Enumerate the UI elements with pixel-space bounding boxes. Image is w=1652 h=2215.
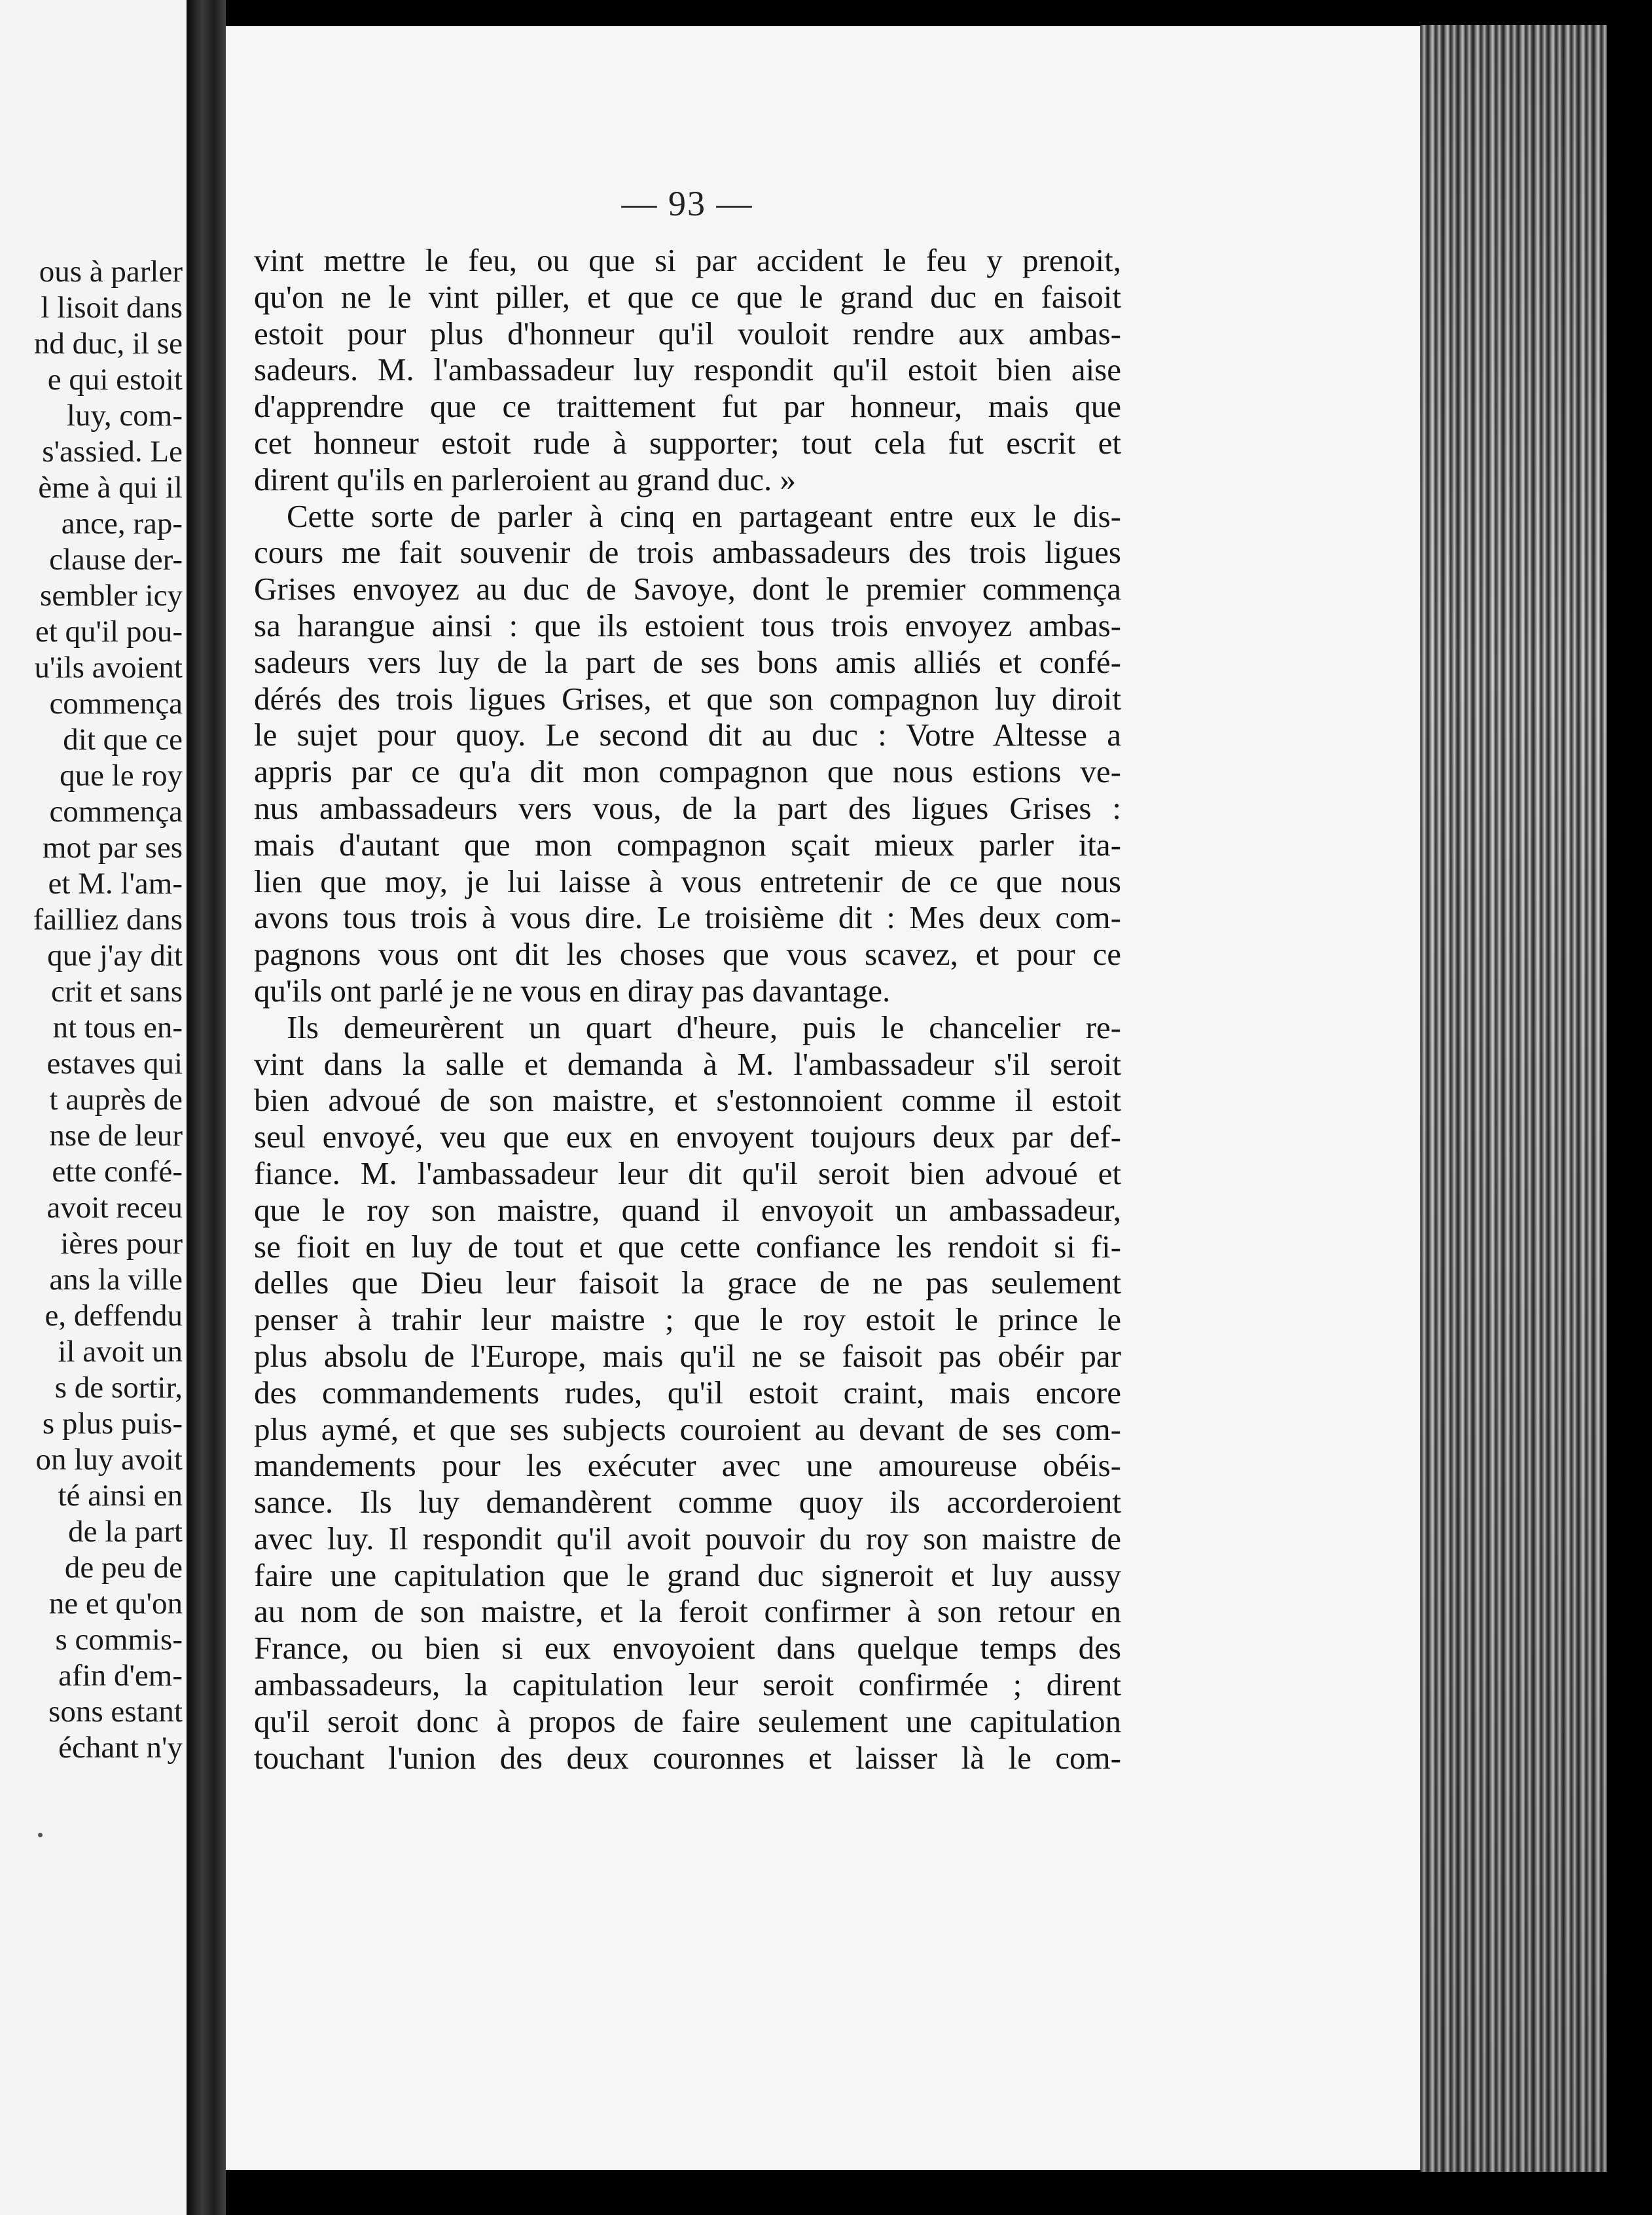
- text-line: ambassadeurs, la capitulation leur seroit confirmée ; dirent: [254, 1666, 1121, 1703]
- left-page-line: té ainsi en: [58, 1479, 183, 1513]
- page-body-text: [254, 242, 1121, 1776]
- text-line: Cette sorte de parler à cinq en partageant entre eux le dis-: [287, 497, 1121, 534]
- left-page-line: ette confé-: [52, 1155, 183, 1189]
- left-page-line: on luy avoit: [35, 1443, 183, 1477]
- text-line: lien que moy, je lui laisse à vous entretenir de ce que nous: [254, 863, 1121, 899]
- text-line: sance. Ils luy demandèrent comme quoy ils accorderoient: [254, 1484, 1121, 1521]
- text-line: France, ou bien si eux envoyoient dans quelque temps des: [254, 1630, 1121, 1666]
- text-line: sa harangue ainsi : que ils estoient tous trois envoyez ambas-: [254, 607, 1121, 643]
- left-page-line: u'ils avoient: [34, 651, 183, 685]
- left-page-line: nt tous en-: [52, 1011, 183, 1045]
- left-page-line: luy, com-: [66, 399, 183, 433]
- left-page-line: ne et qu'on: [48, 1587, 183, 1621]
- left-page-line: s'assied. Le: [42, 435, 183, 469]
- text-line: des commandements rudes, qu'il estoit craint, mais encore: [254, 1374, 1121, 1411]
- left-page-line: commença: [49, 687, 183, 721]
- left-page-line: que le roy: [60, 759, 183, 793]
- text-line: faire une capitulation que le grand duc signeroit et luy aussy: [254, 1557, 1121, 1593]
- left-page-line: estaves qui: [46, 1047, 183, 1081]
- text-line: d'apprendre que ce traittement fut par honneur, mais que: [254, 388, 1121, 425]
- text-line: nus ambassadeurs vers vous, de la part des ligues Grises :: [254, 789, 1121, 826]
- left-page-line: mot par ses: [42, 831, 183, 865]
- text-line: estoit pour plus d'honneur qu'il vouloit rendre aux ambas-: [254, 315, 1121, 351]
- left-page-line: s plus puis-: [42, 1407, 183, 1441]
- text-line: avec luy. Il respondit qu'il avoit pouvoir du roy son maistre de: [254, 1520, 1121, 1557]
- text-line: dirent qu'ils en parleroient au grand duc. »: [254, 461, 796, 497]
- text-line: se fioit en luy de tout et que cette confiance les rendoit si fi-: [254, 1228, 1121, 1265]
- left-page-line: ous à parler: [39, 255, 183, 289]
- text-line: cet honneur estoit rude à supporter; tout cela fut escrit et: [254, 424, 1121, 461]
- text-line: le sujet pour quoy. Le second dit au duc : Votre Altesse a: [254, 717, 1121, 753]
- left-page-line: avoit receu: [46, 1191, 183, 1225]
- text-line: qu'ils ont parlé je ne vous en diray pas davantage.: [254, 972, 891, 1009]
- text-line: dérés des trois ligues Grises, et que son compagnon luy diroit: [254, 680, 1121, 717]
- page-number: — 93 —: [621, 184, 753, 223]
- text-line: Ils demeurèrent un quart d'heure, puis le chancelier re-: [287, 1009, 1121, 1045]
- left-page-line: de la part: [68, 1515, 183, 1549]
- left-page-line: crit et sans: [51, 975, 183, 1009]
- text-line: plus aymé, et que ses subjects couroient au devant de ses com-: [254, 1411, 1121, 1447]
- ink-speck: [38, 1833, 43, 1837]
- text-line: appris par ce qu'a dit mon compagnon que nous estions ve-: [254, 753, 1121, 790]
- text-line: au nom de son maistre, et la feroit confirmer à son retour en: [254, 1593, 1121, 1630]
- text-line: vint dans la salle et demanda à M. l'ambassadeur s'il seroit: [254, 1045, 1121, 1082]
- text-line: avons tous trois à vous dire. Le troisième dit : Mes deux com-: [254, 899, 1121, 936]
- left-page-line: nd duc, il se: [33, 327, 183, 361]
- left-page-line: que j'ay dit: [47, 939, 183, 973]
- left-page-line: sembler icy: [40, 579, 183, 613]
- left-page-line: il avoit un: [58, 1335, 183, 1369]
- left-page-line: ières pour: [60, 1227, 183, 1261]
- left-page-line: ème à qui il: [38, 471, 183, 505]
- left-page-line: afin d'em-: [58, 1659, 183, 1693]
- text-line: qu'on ne le vint piller, et que ce que le grand duc en faisoit: [254, 278, 1121, 315]
- left-page-line: et qu'il pou-: [35, 615, 183, 649]
- text-line: vint mettre le feu, ou que si par accident le feu y prenoit,: [254, 242, 1121, 278]
- text-line: bien advoué de son maistre, et s'estonnoient comme il estoit: [254, 1082, 1121, 1119]
- left-page-line: failliez dans: [33, 903, 183, 937]
- page-edges-shade: [1420, 25, 1607, 2172]
- text-line: mais d'autant que mon compagnon sçait mieux parler ita-: [254, 826, 1121, 863]
- text-line: fiance. M. l'ambassadeur leur dit qu'il seroit bien advoué et: [254, 1155, 1121, 1191]
- left-page-line: commença: [49, 795, 183, 829]
- text-line: seul envoyé, veu que eux en envoyent toujours deux par def-: [254, 1119, 1121, 1155]
- left-page-line: échant n'y: [58, 1731, 183, 1765]
- left-page-line: ans la ville: [49, 1263, 183, 1297]
- text-line: delles que Dieu leur faisoit la grace de ne pas seulement: [254, 1265, 1121, 1301]
- text-line: plus absolu de l'Europe, mais qu'il ne se faisoit pas obéir par: [254, 1337, 1121, 1374]
- left-page-line: t auprès de: [49, 1083, 183, 1117]
- text-line: mandements pour les exécuter avec une amoureuse obéis-: [254, 1447, 1121, 1484]
- text-line: touchant l'union des deux couronnes et laisser là le com-: [254, 1739, 1121, 1776]
- left-page-line: s commis-: [55, 1623, 183, 1657]
- text-line: cours me fait souvenir de trois ambassadeurs des trois ligues: [254, 534, 1121, 571]
- left-page-line: dit que ce: [63, 723, 183, 757]
- text-line: Grises envoyez au duc de Savoye, dont le premier commença: [254, 571, 1121, 607]
- text-line: qu'il seroit donc à propos de faire seulement une capitulation: [254, 1702, 1121, 1739]
- left-page-line: ance, rap-: [61, 507, 183, 541]
- book-gutter: [187, 0, 226, 2215]
- text-line: penser à trahir leur maistre ; que le roy estoit le prince le: [254, 1301, 1121, 1338]
- left-page-line: sons estant: [48, 1695, 183, 1729]
- left-page-line: clause der-: [49, 543, 183, 577]
- left-page-line: e, deffendu: [45, 1299, 183, 1333]
- text-line: sadeurs vers luy de la part de ses bons amis alliés et confé-: [254, 643, 1121, 680]
- text-line: pagnons vous ont dit les choses que vous scavez, et pour ce: [254, 936, 1121, 973]
- left-page-line: e qui estoit: [47, 363, 183, 397]
- text-line: sadeurs. M. l'ambassadeur luy respondit qu'il estoit bien aise: [254, 351, 1121, 388]
- left-page-line: nse de leur: [49, 1119, 183, 1153]
- left-page: [0, 0, 187, 2215]
- left-page-line: l lisoit dans: [41, 291, 183, 325]
- left-page-line: de peu de: [64, 1551, 183, 1585]
- page-edges: [1420, 25, 1607, 2172]
- left-page-text: [33, 254, 183, 1766]
- left-page-line: et M. l'am-: [48, 867, 183, 901]
- left-page-line: s de sortir,: [54, 1371, 183, 1405]
- text-line: que le roy son maistre, quand il envoyoit un ambassadeur,: [254, 1191, 1121, 1228]
